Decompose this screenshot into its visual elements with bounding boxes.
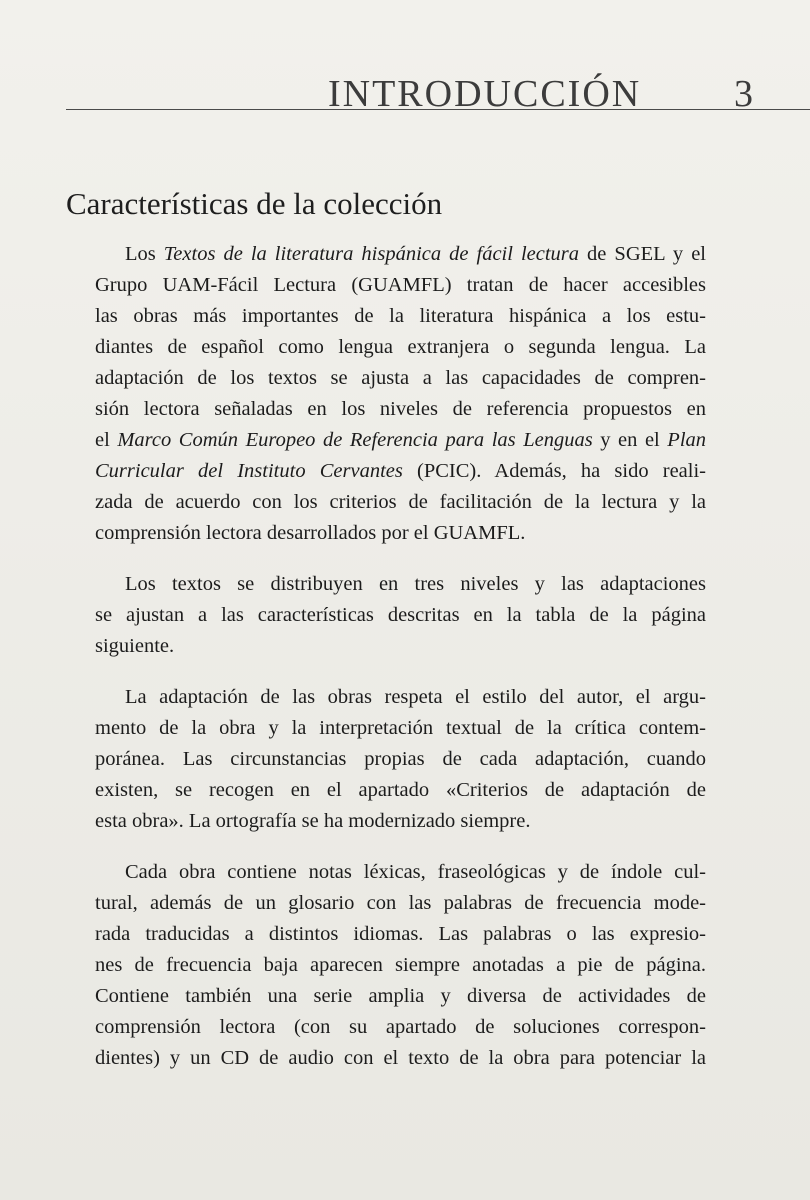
text-line	[95, 270, 706, 301]
text-line	[95, 600, 706, 631]
italic-title: Marco Común Europeo de Referencia para las Lenguas	[117, 429, 593, 451]
text-run: rada traducidas a distintos idiomas. Las palabras o las expresio-	[95, 923, 706, 945]
text-line	[95, 744, 706, 775]
text-line	[95, 518, 706, 549]
text-line	[95, 919, 706, 950]
text-run: de SGEL y el	[579, 243, 707, 265]
text-line	[95, 487, 706, 518]
running-head	[66, 74, 810, 114]
body-text	[95, 239, 706, 1094]
text-run: Contiene también una serie amplia y diversa de actividades de	[95, 985, 706, 1007]
text-run: adaptación de los textos se ajusta a las capacidades de compren-	[95, 367, 706, 389]
text-run: (PCIC). Además, ha sido reali-	[402, 460, 706, 482]
text-run: y en el	[592, 429, 668, 451]
text-run: Grupo UAM-Fácil Lectura (GUAMFL) tratan de hacer accesibles	[95, 274, 706, 296]
text-run: sión lectora señaladas en los niveles de referencia propuestos en	[95, 398, 706, 420]
running-title: INTRODUCCIÓN	[328, 73, 642, 115]
paragraph	[95, 857, 706, 1074]
text-line	[95, 713, 706, 744]
italic-title: Curricular del Instituto Cervantes	[95, 460, 403, 482]
text-line	[95, 1012, 706, 1043]
text-line	[95, 981, 706, 1012]
text-run: esta obra». La ortografía se ha modernizado siempre.	[95, 810, 531, 832]
text-run: Los textos se distribuyen en tres niveles y las adaptaciones	[125, 573, 706, 595]
text-line	[95, 1043, 706, 1074]
text-line	[95, 631, 706, 662]
text-line	[95, 806, 706, 837]
text-run: tural, además de un glosario con las palabras de frecuencia mode-	[95, 892, 706, 914]
text-run: Los	[125, 243, 164, 265]
text-run: se ajustan a las características descritas en la tabla de la página	[95, 604, 706, 626]
text-run: Cada obra contiene notas léxicas, fraseológicas y de índole cul-	[125, 861, 706, 883]
paragraph	[95, 239, 706, 549]
text-line	[95, 425, 706, 456]
text-run: poránea. Las circunstancias propias de cada adaptación, cuando	[95, 748, 706, 770]
text-run: el	[95, 429, 118, 451]
text-run: La adaptación de las obras respeta el estilo del autor, el argu-	[125, 686, 706, 708]
section-title: Características de la colección	[66, 186, 443, 221]
text-line	[95, 301, 706, 332]
text-line	[95, 857, 706, 888]
page-number: 3	[734, 73, 753, 115]
text-run: las obras más importantes de la literatura hispánica a los estu-	[95, 305, 706, 327]
paragraph	[95, 682, 706, 837]
text-line	[95, 363, 706, 394]
text-run: dientes) y un CD de audio con el texto de la obra para potenciar la	[95, 1047, 706, 1069]
text-line	[95, 239, 706, 270]
text-run: nes de frecuencia baja aparecen siempre anotadas a pie de página.	[95, 954, 706, 976]
italic-title: Textos de la literatura hispánica de fácil lectura	[163, 243, 580, 265]
text-line	[95, 569, 706, 600]
text-run: zada de acuerdo con los criterios de facilitación de la lectura y la	[95, 491, 706, 513]
text-run: diantes de español como lengua extranjera o segunda lengua. La	[95, 336, 706, 358]
text-run: siguiente.	[95, 635, 175, 657]
text-line	[95, 332, 706, 363]
text-run: comprensión lectora (con su apartado de soluciones correspon-	[95, 1016, 706, 1038]
paragraph	[95, 569, 706, 662]
text-line	[95, 888, 706, 919]
text-line	[95, 456, 706, 487]
text-line	[95, 775, 706, 806]
text-line	[95, 682, 706, 713]
italic-title: Plan	[667, 429, 707, 451]
text-run: comprensión lectora desarrollados por el GUAMFL.	[95, 522, 526, 544]
text-line	[95, 950, 706, 981]
text-line	[95, 394, 706, 425]
text-run: mento de la obra y la interpretación textual de la crítica contem-	[95, 717, 706, 739]
text-run: existen, se recogen en el apartado «Criterios de adaptación de	[95, 779, 706, 801]
